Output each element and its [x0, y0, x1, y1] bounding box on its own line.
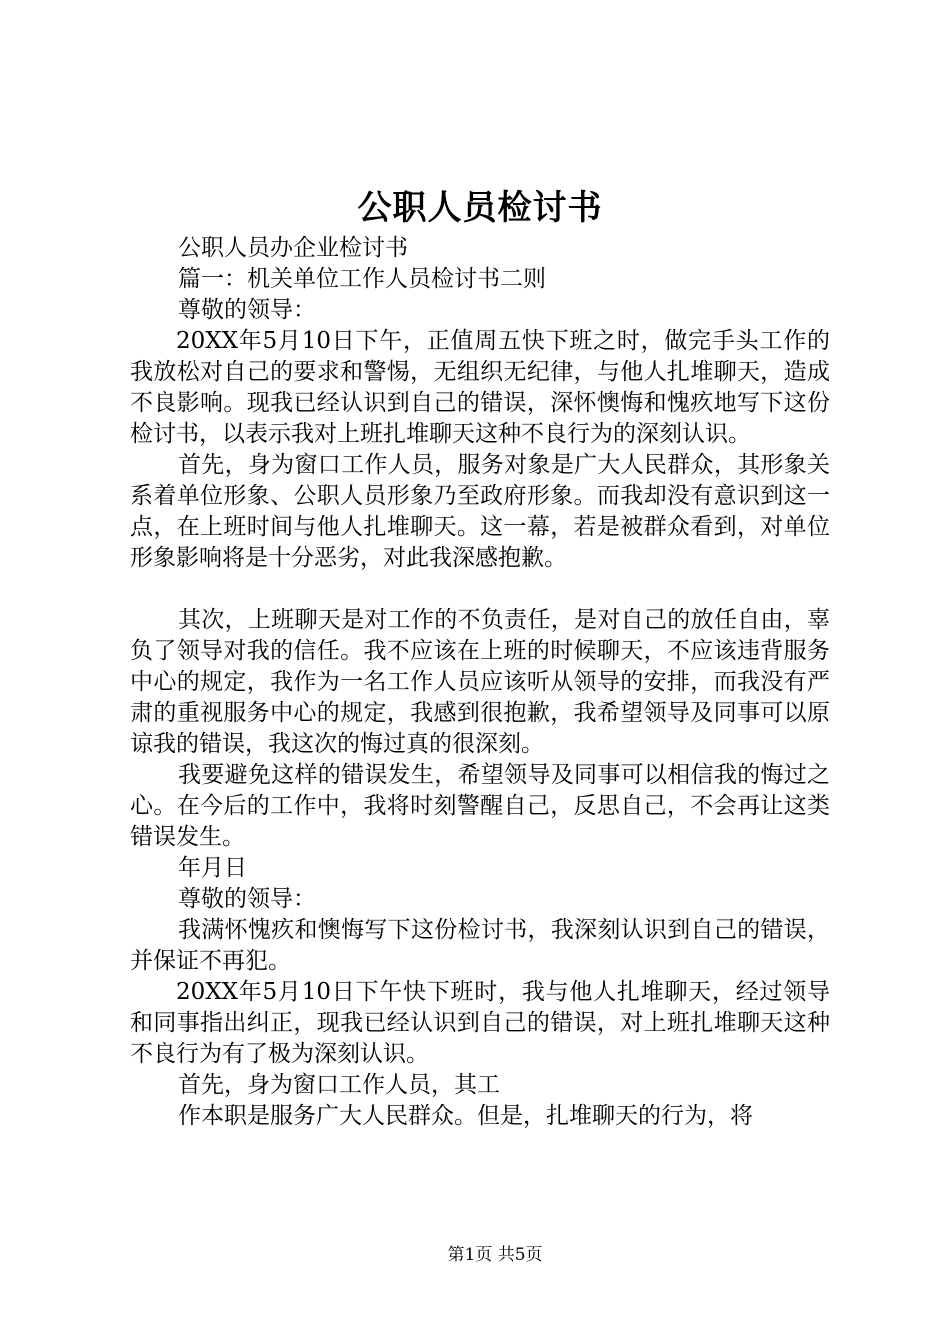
- paragraph-salutation: 尊敬的领导：: [178, 297, 316, 323]
- paragraph-body: 首先，身为窗口工作人员，其工: [178, 1072, 500, 1098]
- paragraph-date: 年月日: [178, 855, 247, 881]
- paragraph-subtitle: 公职人员办企业检讨书: [178, 235, 408, 261]
- paragraph-body: 20XX年5月10日下午快下班时，我与他人扎堆聊天，经过领导和同事指出纠正，现我已经认识到自己的错误，对上班扎堆聊天这种不良行为有了极为深刻认识。: [130, 979, 830, 1067]
- paragraph-body: 我要避免这样的错误发生，希望领导及同事可以相信我的悔过之心。在今后的工作中，我将时刻警醒自己，反思自己，不会再让这类错误发生。: [130, 762, 830, 850]
- paragraph-body: 20XX年5月10日下午，正值周五快下班之时，做完手头工作的我放松对自己的要求和警惕，无组织无纪律，与他人扎堆聊天，造成不良影响。现我已经认识到自己的错误，深怀懊悔和愧疚地写下这份检讨书，以表示我对上班扎堆聊天这种不良行为的深刻认识。: [130, 328, 830, 447]
- document-body: [130, 233, 830, 1132]
- page-footer: 第1页 共5页: [447, 1245, 543, 1265]
- paragraph-body: 我满怀愧疚和懊悔写下这份检讨书，我深刻认识到自己的错误，并保证不再犯。: [130, 917, 830, 974]
- paragraph-section-heading: 篇一：机关单位工作人员检讨书二则: [178, 266, 546, 292]
- paragraph-body: 其次，上班聊天是对工作的不负责任，是对自己的放任自由，辜负了领导对我的信任。我不应该在上班的时候聊天，不应该违背服务中心的规定，我作为一名工作人员应该听从领导的安排，而我没有严肃的重视服务中心的规定，我感到很抱歉，我希望领导及同事可以原谅我的错误，我这次的悔过真的很深刻。: [130, 607, 830, 757]
- paragraph-salutation: 尊敬的领导：: [178, 886, 316, 912]
- document-title: 公职人员检讨书: [357, 188, 603, 228]
- paragraph-body: 首先，身为窗口工作人员，服务对象是广大人民群众，其形象关系着单位形象、公职人员形象乃至政府形象。而我却没有意识到这一点，在上班时间与他人扎堆聊天。这一幕，若是被群众看到，对单位形象影响将是十分恶劣，对此我深感抱歉。: [130, 452, 830, 571]
- paragraph-body: 作本职是服务广大人民群众。但是，扎堆聊天的行为，将: [178, 1103, 753, 1129]
